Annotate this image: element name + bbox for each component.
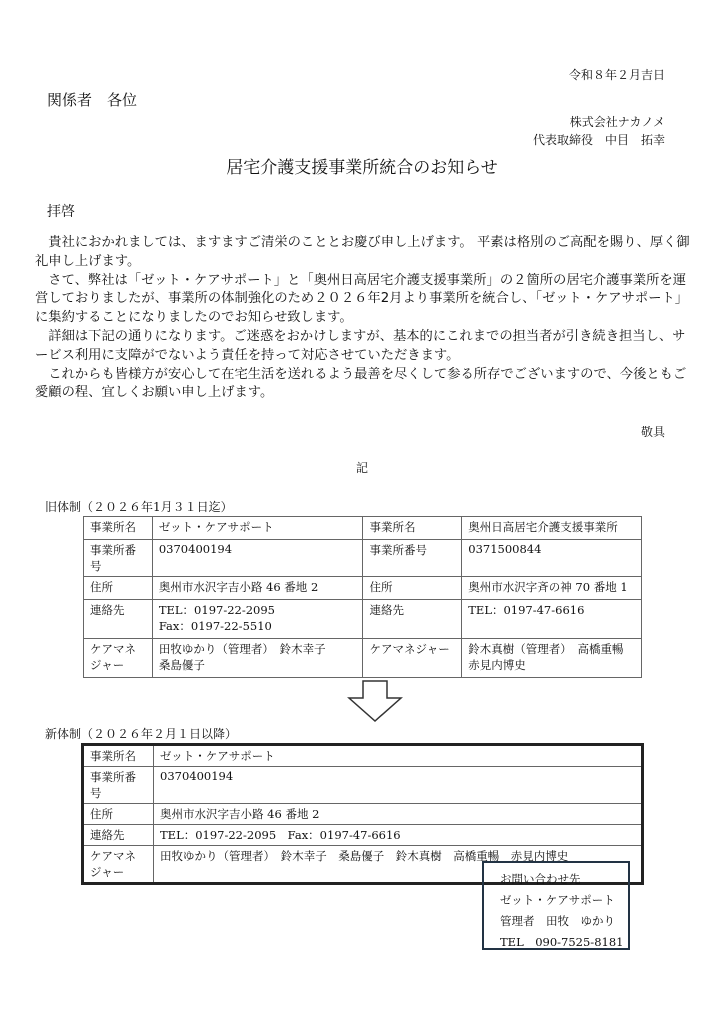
table-cell: 奥州市水沢字吉小路 46 番地 2 [152, 577, 363, 600]
contact-box [482, 861, 630, 950]
fax-value: Fax：0197-22-5510 [158, 619, 272, 633]
table-row [83, 825, 643, 846]
table-cell: 連絡先 [363, 600, 462, 639]
table-cell [152, 600, 363, 639]
table-cell: 事業所名 [363, 517, 462, 540]
representative: 代表取締役 中目 拓幸 [532, 133, 665, 147]
greeting: 拝啓 [47, 204, 75, 220]
table-cell: 事業所名 [83, 745, 154, 767]
care-managers-line: 鈴木真樹（管理者） 高橋重暢 [468, 642, 624, 656]
table-cell: 0370400194 [154, 767, 643, 804]
contact-office: ゼット・ケアサポート [500, 893, 615, 907]
table-cell: 0371500844 [462, 540, 642, 577]
company-name: 株式会社ナカノメ [569, 115, 665, 129]
table-row [84, 540, 642, 577]
contact-tel: TEL 090-7525-8181 [500, 935, 624, 949]
care-managers-line: 桑島優子 [158, 658, 205, 672]
table-row [83, 767, 643, 804]
table-cell: 事業所番号 [84, 540, 153, 577]
table-cell: ゼット・ケアサポート [154, 745, 643, 767]
body-paragraph: 貴社におかれましては、ますますご清栄のこととお慶び申し上げます。 平素は格別のご高配を賜り、厚く御礼申し上げます。 [35, 235, 690, 269]
body-paragraph: 詳細は下記の通りになります。ご迷惑をおかけしますが、基本的にこれまでの担当者が引き続き担当し、サービス利用に支障がでないよう責任を持って対応させていただきます。 [35, 328, 686, 363]
table-row [84, 639, 642, 678]
table-cell: ゼット・ケアサポート [152, 517, 363, 540]
document-title: 居宅介護支援事業所統合のお知らせ [226, 158, 498, 178]
table-cell: ケアマネジャー [83, 846, 154, 884]
addressee: 関係者 各位 [47, 91, 138, 109]
table-cell: 奥州市水沢字斉の神 70 番地 1 [462, 577, 642, 600]
table-cell: 0370400194 [152, 540, 363, 577]
body-paragraph: これからも皆様方が安心して在宅生活を送れるよう最善を尽くして参る所存でございますので、今後ともご愛顧の程、宜しくお願い申し上げます。 [35, 366, 687, 401]
table-cell: 住所 [84, 577, 153, 600]
table-cell: TEL：0197-22-2095 Fax：0197-47-6616 [154, 825, 643, 846]
down-arrow-icon [347, 680, 403, 722]
table-cell: 事業所番号 [83, 767, 154, 804]
table-cell: 奥州日高居宅介護支援事業所 [462, 517, 642, 540]
table-cell: 住所 [83, 804, 154, 825]
table-cell [462, 639, 642, 678]
body-paragraph: さて、弊社は「ゼット・ケアサポート」と「奥州日高居宅介護支援事業所」の２箇所の居宅介護事業所を運営しておりましたが、事業所の体制強化のため２０２６年2月より事業所を統合し、「ゼット・ケアサポート」に集約することになりましたのでお知らせ致します。 [35, 272, 689, 326]
table-cell: 事業所番号 [363, 540, 462, 577]
table-row [84, 577, 642, 600]
table-cell: 連絡先 [84, 600, 153, 639]
table-cell: 田牧ゆかり（管理者） 鈴木幸子 桑島優子 鈴木真樹 高橋重暢 赤見内博史 [154, 846, 643, 884]
new-system-label: 新体制（２０２６年２月１日以降） [45, 727, 238, 741]
care-managers-line: 田牧ゆかり（管理者） 鈴木幸子 [158, 642, 326, 656]
tel-value: TEL：0197-22-2095 [158, 603, 275, 617]
table-cell: 奥州市水沢字吉小路 46 番地 2 [154, 804, 643, 825]
table-row [83, 745, 643, 767]
body-text [35, 234, 690, 403]
table-cell: 連絡先 [83, 825, 154, 846]
closing: 敬具 [640, 425, 665, 439]
table-cell: TEL：0197-47-6616 [462, 600, 642, 639]
table-cell: 住所 [363, 577, 462, 600]
table-cell [152, 639, 363, 678]
old-system-label: 旧体制（２０２６年1月３１日迄） [45, 500, 233, 514]
care-managers-line: 赤見内博史 [468, 658, 526, 672]
table-row [83, 804, 643, 825]
table-row [84, 600, 642, 639]
table-cell: ケアマネジャー [363, 639, 462, 678]
document-date: 令和８年２月吉日 [568, 68, 665, 82]
contact-heading: お問い合わせ先 [500, 872, 581, 886]
table-cell: 事業所名 [84, 517, 153, 540]
ki-heading: 記 [355, 461, 368, 475]
table-row [84, 517, 642, 540]
old-system-table [83, 516, 642, 678]
contact-manager: 管理者 田牧 ゆかり [500, 914, 615, 928]
table-cell: ケアマネジャー [84, 639, 153, 678]
